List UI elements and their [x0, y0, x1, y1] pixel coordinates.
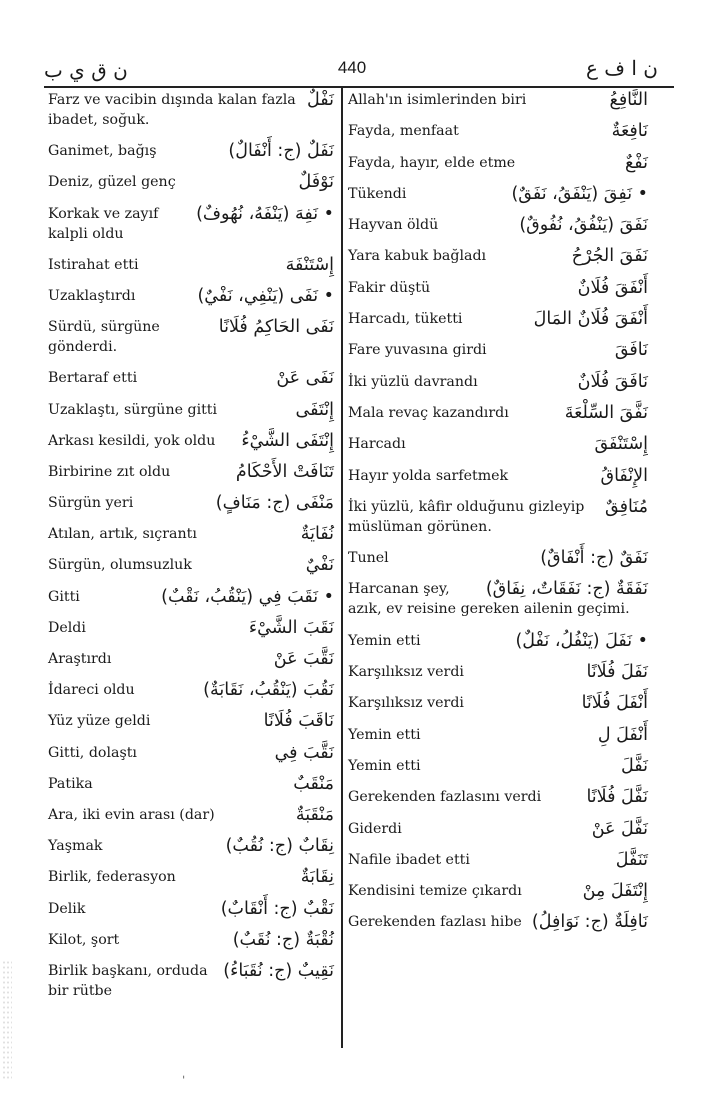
turkish-definition: Harcadı, tüketti: [348, 311, 463, 328]
turkish-definition: Yemin etti: [348, 757, 421, 774]
dictionary-entry: [348, 153, 648, 173]
arabic-headword: نَفَقٌ (ج: أَنْفَاقٌ): [540, 548, 648, 569]
arabic-headword: نَفَقَةٌ (ج: نَفَقَاتٌ، نِفَاقٌ): [485, 579, 648, 600]
turkish-definition: Yüz yüze geldi: [48, 713, 151, 730]
dictionary-entry: [348, 184, 648, 204]
scan-mark: ˈ: [182, 1074, 186, 1088]
turkish-definition: Uzaklaştı, sürgüne gitti: [48, 401, 218, 418]
turkish-definition: Gitti: [48, 588, 80, 605]
turkish-definition: Sürgün, olumsuzluk: [48, 557, 192, 574]
turkish-definition: Fakir düştü: [348, 279, 431, 296]
turkish-definition: Araştırdı: [48, 651, 112, 667]
arabic-headword: نَفْلٌ: [307, 90, 334, 110]
dictionary-entry: [48, 743, 334, 763]
arabic-headword: إِسْتَنْفَهَ: [285, 254, 334, 275]
turkish-definition: Yaşmak: [48, 838, 103, 855]
dictionary-entry: [348, 246, 648, 266]
arabic-headword: مَنْفَى (ج: مَنَافٍ): [215, 493, 334, 514]
turkish-definition: Delik: [48, 900, 86, 917]
dictionary-entry: [48, 368, 334, 388]
arabic-headword: مُنَافِقٌ: [605, 496, 648, 517]
arabic-headword: نَفَلَ فُلَانًا: [586, 662, 648, 683]
dictionary-entry: [348, 309, 648, 329]
dictionary-entry: [48, 172, 334, 192]
arabic-headword: نَفَقَ الجُرْحُ: [571, 246, 648, 267]
dictionary-entry: [348, 819, 648, 839]
dictionary-entry: [48, 493, 334, 513]
arabic-headword: تَنَافَتْ الأَحْكَامُ: [235, 461, 334, 482]
turkish-definition: Gitti, dolaştı: [48, 744, 137, 761]
turkish-definition: Ganimet, bağış: [48, 143, 157, 160]
turkish-definition: Arkası kesildi, yok oldu: [48, 432, 216, 449]
margin-noise: [2, 960, 12, 1080]
arabic-headword: نَفْعٌ: [624, 152, 648, 173]
page-number: 440: [337, 58, 367, 77]
arabic-headword: نُقْبَةٌ (ج: نُقَبٌ): [232, 929, 334, 950]
dictionary-entry: [48, 317, 334, 357]
dictionary-entry: [348, 340, 648, 360]
dictionary-entry: [48, 867, 334, 887]
turkish-definition: Harcanan şey, azık, ev reisine gereken ailenin geçimi.: [348, 581, 630, 618]
dictionary-entry: [48, 805, 334, 825]
turkish-definition: Deniz, güzel genç: [48, 174, 176, 191]
turkish-definition: Birlik, federasyon: [48, 869, 176, 886]
dictionary-entry: [348, 662, 648, 682]
turkish-definition: Harcadı: [348, 436, 406, 453]
turkish-definition: Karşılıksız verdi: [348, 695, 464, 712]
arabic-headword: نَفَى عَنْ: [276, 368, 334, 389]
arabic-headword: أَنْفَلَ لِ: [597, 724, 648, 745]
turkish-definition: Allah'ın isimlerinden biri: [348, 92, 527, 108]
arabic-headword: إِسْتَنْفَقَ: [594, 434, 648, 455]
turkish-definition: Patika: [48, 775, 93, 792]
dictionary-entry: [348, 631, 648, 651]
dictionary-entry: [48, 255, 334, 275]
turkish-definition: İdareci oldu: [48, 682, 135, 699]
dictionary-entry: [48, 400, 334, 420]
dictionary-entry: [48, 899, 334, 919]
turkish-definition: Mala revaç kazandırdı: [348, 404, 509, 421]
dictionary-entry: [348, 372, 648, 392]
arabic-headword: نَفَّلَ فُلَانًا: [586, 787, 648, 808]
arabic-headword: النَّافِعُ: [609, 90, 648, 110]
arabic-headword: نَفَقَ (يَنْفُقُ، نُفُوقٌ): [519, 215, 648, 236]
dictionary-entry: [348, 548, 648, 568]
dictionary-entry: [348, 881, 648, 901]
header-letters-right: ن ا ف ع: [586, 56, 658, 80]
column-divider: [341, 88, 343, 1048]
dictionary-entry: [48, 930, 334, 950]
turkish-definition: Yara kabuk bağladı: [348, 248, 487, 265]
arabic-headword: نَفَى الحَاكِمُ فُلَانًا: [218, 317, 334, 338]
arabic-headword: • نَفِقَ (يَنْفَقُ، نَفَقٌ): [511, 183, 648, 204]
dictionary-entry: [348, 579, 648, 619]
dictionary-entry: [348, 787, 648, 807]
turkish-definition: Uzaklaştırdı: [48, 287, 136, 304]
turkish-definition: Yemin etti: [348, 632, 421, 649]
header-rule: [44, 86, 674, 88]
turkish-definition: Fayda, menfaat: [348, 123, 459, 140]
arabic-headword: نَقَّبَ عَنْ: [273, 649, 334, 669]
turkish-definition: Ara, iki evin arası (dar): [48, 806, 215, 823]
dictionary-entry: [348, 693, 648, 713]
arabic-headword: نَافِلَةٌ (ج: نَوَافِلُ): [531, 912, 648, 933]
dictionary-entry: [48, 680, 334, 700]
arabic-headword: نَقَّبَ فِي: [274, 742, 334, 763]
dictionary-entry: [48, 555, 334, 575]
arabic-headword: نَقُبَ (يَنْقُبُ، نَقَابَةٌ): [203, 680, 334, 701]
arabic-headword: نَقِيبٌ (ج: نُقَبَاءُ): [223, 960, 334, 981]
arabic-headword: نُفَايَةٌ: [300, 524, 334, 545]
turkish-definition: Nafile ibadet etti: [348, 851, 470, 868]
arabic-headword: تَنَفَّلَ: [615, 849, 648, 870]
arabic-headword: • نَفَى (يَنْفِي، نَفْيٌ): [197, 285, 334, 306]
arabic-headword: أَنْفَقَ فُلَانٌ المَالَ: [533, 309, 648, 330]
turkish-definition: Hayvan öldü: [348, 217, 439, 234]
dictionary-entry: [48, 649, 334, 669]
dictionary-entry: [348, 278, 648, 298]
turkish-definition: Istirahat etti: [48, 256, 139, 273]
right-column: [348, 90, 648, 944]
turkish-definition: Yemin etti: [348, 726, 421, 743]
dictionary-entry: [48, 462, 334, 482]
turkish-definition: Sürdü, sürgüne gönderdi.: [48, 319, 160, 356]
turkish-definition: Giderdi: [348, 820, 402, 837]
dictionary-entry: [348, 466, 648, 486]
dictionary-entry: [348, 497, 648, 537]
turkish-definition: Kendisini temize çıkardı: [348, 883, 522, 900]
arabic-headword: نَاقَبَ فُلَانًا: [263, 711, 334, 732]
arabic-headword: نِقَابٌ (ج: نُقُبٌ): [225, 836, 334, 857]
arabic-headword: مَنْقَبٌ: [293, 773, 334, 794]
turkish-definition: Kilot, şort: [48, 931, 120, 948]
dictionary-entry: [348, 121, 648, 141]
dictionary-entry: [48, 431, 334, 451]
arabic-headword: نَافِعَةٌ: [611, 121, 648, 142]
arabic-headword: نَفَّلَ عَنْ: [591, 818, 648, 839]
arabic-headword: إِنْتَفَى: [295, 399, 334, 420]
dictionary-entry: [48, 774, 334, 794]
arabic-headword: نَقْبٌ (ج: أَنْقَابٌ): [220, 898, 334, 919]
turkish-definition: Tükendi: [348, 185, 407, 202]
turkish-definition: Atılan, artık, sıçrantı: [48, 526, 197, 543]
dictionary-entry: [348, 912, 648, 932]
dictionary-entry: [348, 756, 648, 776]
arabic-headword: • نَفَلَ (يَنْفُلُ، نَفْلٌ): [515, 630, 648, 651]
arabic-headword: أَنْفَلَ فُلَانًا: [581, 693, 648, 714]
turkish-definition: Farz ve vacibin dışında kalan fazla ibadet, soğuk.: [48, 92, 296, 128]
arabic-headword: نَفَّقَ السِّلْعَةَ: [564, 402, 648, 423]
arabic-headword: نِقَابَةٌ: [300, 867, 334, 888]
arabic-headword: نَفَّلَ: [621, 755, 648, 776]
arabic-headword: • نَقَبَ فِي (يَنْقُبُ، نَقْبٌ): [161, 586, 334, 607]
dictionary-entry: [348, 215, 648, 235]
page-header: [28, 56, 676, 86]
header-letters-left: ن ق ي ب: [44, 58, 128, 82]
arabic-headword: نَافَقَ فُلَانٌ: [577, 371, 648, 392]
dictionary-entry: [348, 90, 648, 110]
dictionary-entry: [48, 524, 334, 544]
arabic-headword: إِنْتَفَى الشَّيْءُ: [241, 430, 334, 451]
dictionary-entry: [48, 961, 334, 1001]
dictionary-entry: [48, 836, 334, 856]
turkish-definition: Gerekenden fazlasını verdi: [348, 789, 542, 806]
left-column: [48, 90, 334, 1012]
turkish-definition: İki yüzlü davrandı: [348, 373, 478, 390]
arabic-headword: الإِنْفَاقُ: [600, 465, 648, 486]
dictionary-entry: [48, 90, 334, 130]
turkish-definition: Sürgün yeri: [48, 495, 134, 512]
arabic-headword: نَوْفَلٌ: [298, 172, 334, 193]
arabic-headword: نَفْيٌ: [305, 555, 334, 576]
dictionary-entry: [48, 711, 334, 731]
turkish-definition: Gerekenden fazlası hibe: [348, 914, 522, 931]
turkish-definition: Tunel: [348, 550, 389, 567]
dictionary-entry: [48, 286, 334, 306]
turkish-definition: Hayır yolda sarfetmek: [348, 467, 509, 484]
arabic-headword: أَنْفَقَ فُلَانٌ: [577, 277, 648, 298]
dictionary-entry: [348, 850, 648, 870]
arabic-headword: إِنْتَفَلَ مِنْ: [582, 881, 648, 902]
turkish-definition: Bertaraf etti: [48, 370, 138, 387]
dictionary-entry: [48, 587, 334, 607]
turkish-definition: Karşılıksız verdi: [348, 664, 464, 681]
turkish-definition: İki yüzlü, kâfir olduğunu gizleyip müslüman görünen.: [348, 498, 585, 535]
dictionary-entry: [348, 434, 648, 454]
turkish-definition: Deldi: [48, 619, 86, 636]
dictionary-entry: [348, 403, 648, 423]
dictionary-entry: [348, 725, 648, 745]
turkish-definition: Birbirine zıt oldu: [48, 463, 171, 480]
turkish-definition: Korkak ve zayıf kalpli oldu: [48, 205, 159, 242]
arabic-headword: نَقَبَ الشَّيْءَ: [248, 617, 334, 638]
arabic-headword: مَنْقَبَةٌ: [295, 804, 334, 825]
dictionary-entry: [48, 618, 334, 638]
turkish-definition: Fare yuvasına girdi: [348, 342, 487, 359]
turkish-definition: Birlik başkanı, orduda bir rütbe: [48, 962, 208, 999]
arabic-headword: نَفَلٌ (ج: أَنْفَالٌ): [228, 141, 334, 162]
turkish-definition: Fayda, hayır, elde etme: [348, 154, 516, 171]
dictionary-entry: [48, 204, 334, 244]
arabic-headword: • نَفِهَ (يَنْفَهُ، نُهُوفٌ): [196, 203, 334, 224]
dictionary-entry: [48, 141, 334, 161]
arabic-headword: نَافَقَ: [614, 340, 648, 361]
